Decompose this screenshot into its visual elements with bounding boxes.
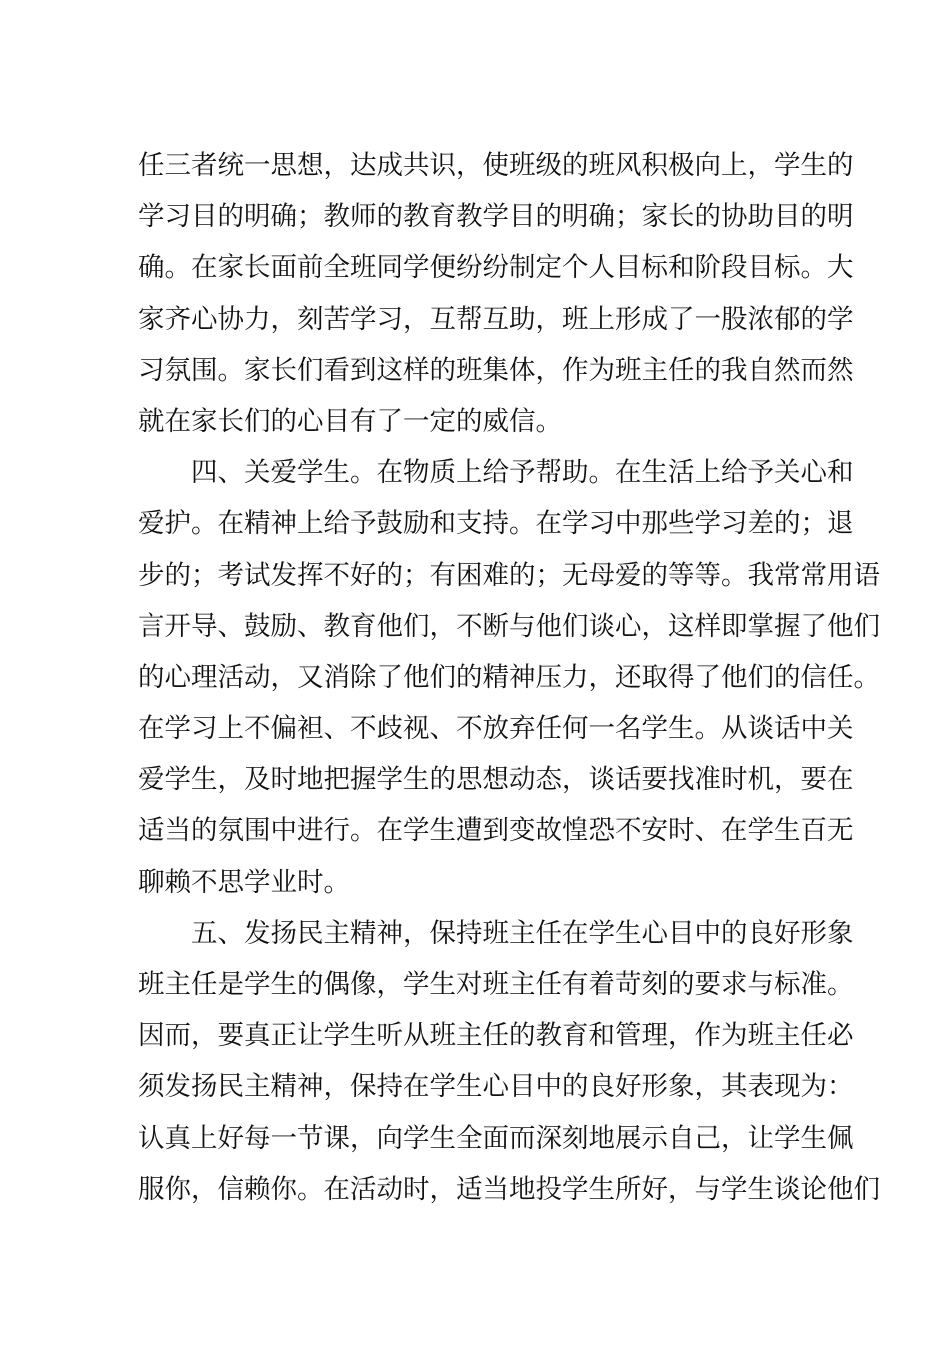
text-line: 就在家长们的心目有了一定的威信。 (138, 405, 562, 437)
text-line: 因而，要真正让学生听从班主任的教育和管理，作为班主任必 (138, 1020, 854, 1052)
text-line: 须发扬民主精神，保持在学生心目中的良好形象，其表现为： (138, 1071, 854, 1103)
text-line: 习氛围。家长们看到这样的班集体，作为班主任的我自然而然 (138, 354, 854, 386)
text-line: 服你，信赖你。在活动时，适当地投学生所好，与学生谈论他们 (138, 1173, 880, 1205)
body-text (138, 140, 880, 1215)
text-line: 班主任是学生的偶像，学生对班主任有着苛刻的要求与标准。 (138, 969, 854, 1000)
section-heading-line: 四、关爱学生。在物质上给予帮助。在生活上给予关心和 (138, 457, 854, 489)
text-line: 在学习上不偏袒、不歧视、不放弃任何一名学生。从谈话中关 (138, 713, 854, 745)
text-line: 学习目的明确；教师的教育教学目的明确；家长的协助目的明 (138, 201, 854, 233)
text-line: 聊赖不思学业时。 (138, 866, 350, 898)
text-line: 的心理活动，又消除了他们的精神压力，还取得了他们的信任。 (138, 661, 880, 693)
text-line: 家齐心协力，刻苦学习，互帮互助，班上形成了一股浓郁的学 (138, 303, 854, 335)
text-line: 言开导、鼓励、教育他们，不断与他们谈心，这样即掌握了他们 (138, 610, 880, 642)
text-line: 确。在家长面前全班同学便纷纷制定个人目标和阶段目标。大 (138, 252, 854, 284)
text-line: 爱学生，及时地把握学生的思想动态，谈话要找准时机，要在 (138, 764, 854, 796)
text-line: 步的；考试发挥不好的；有困难的；无母爱的等等。我常常用语 (138, 559, 880, 591)
text-line: 适当的氛围中进行。在学生遭到变故惶恐不安时、在学生百无 (138, 815, 854, 847)
text-line: 认真上好每一节课，向学生全面而深刻地展示自己，让学生佩 (138, 1122, 854, 1154)
text-line: 爱护。在精神上给予鼓励和支持。在学习中那些学习差的；退 (138, 508, 854, 540)
text-line: 任三者统一思想，达成共识，使班级的班风积极向上，学生的 (138, 150, 854, 181)
section-heading-line: 五、发扬民主精神，保持班主任在学生心目中的良好形象 (138, 917, 854, 949)
